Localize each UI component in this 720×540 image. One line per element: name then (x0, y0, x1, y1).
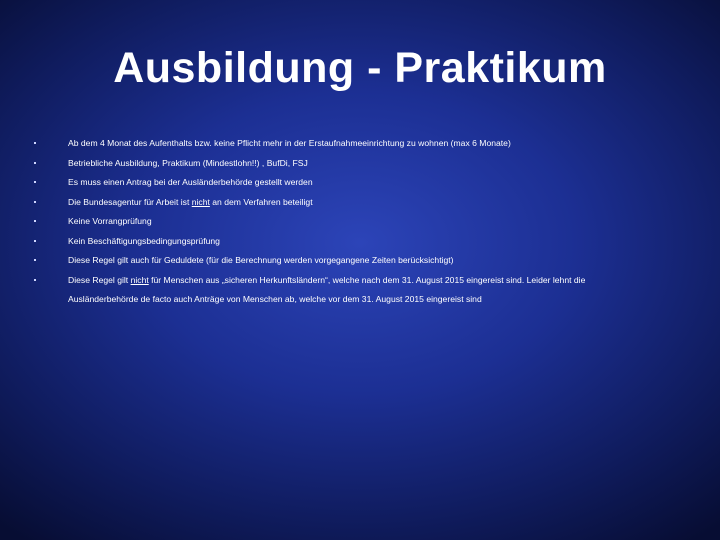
bullet-text-after: an dem Verfahren beteiligt (209, 196, 313, 207)
bullet-dot-icon (34, 240, 36, 242)
bullet-dot-icon (34, 259, 36, 261)
bullet-item (34, 134, 634, 154)
bullet-item (34, 271, 634, 310)
bullet-dot-icon (34, 201, 36, 203)
bullet-text-before: Die Bundesagentur für Arbeit ist (68, 196, 192, 207)
bullet-item (34, 154, 634, 174)
bullet-item (34, 251, 634, 271)
bullet-text: Keine Vorrangprüfung (68, 216, 152, 226)
bullet-text: Betriebliche Ausbildung, Praktikum (Mindestlohn!!) , BufDi, FSJ (68, 157, 308, 168)
bullet-text-before: Diese Regel gilt (68, 274, 131, 285)
bullet-list (34, 134, 634, 310)
bullet-item (34, 212, 634, 232)
bullet-dot-icon (34, 279, 36, 281)
bullet-text: Es muss einen Antrag bei der Ausländerbehörde gestellt werden (68, 177, 313, 187)
bullet-text: Kein Beschäftigungsbedingungsprüfung (68, 235, 220, 246)
bullet-dot-icon (34, 162, 36, 164)
bullet-dot-icon (34, 181, 36, 183)
bullet-dot-icon (34, 220, 36, 222)
bullet-item (34, 193, 634, 213)
bullet-dot-icon (34, 142, 36, 144)
bullet-text: Diese Regel gilt auch für Geduldete (für die Berechnung werden vorgegangene Zeiten berücksichtigt) (68, 255, 454, 265)
bullet-text-underlined: nicht (130, 274, 149, 285)
bullet-text-after: für Menschen aus „sicheren Herkunftsländern“, welche nach dem 31. August 2015 eingereist sind. Leider lehnt die Ausländerbehörde de facto auch Anträge von Menschen ab, welche vor dem 31. August 2015 eingereist sind (68, 274, 586, 304)
bullet-text-underlined: nicht (191, 196, 210, 207)
bullet-item (34, 232, 634, 252)
slide-title: Ausbildung - Praktikum (113, 44, 607, 92)
bullet-item (34, 173, 634, 193)
bullet-text: Ab dem 4 Monat des Aufenthalts bzw. keine Pflicht mehr in der Erstaufnahmeeinrichtung zu wohnen (max 6 Monate) (68, 138, 511, 148)
